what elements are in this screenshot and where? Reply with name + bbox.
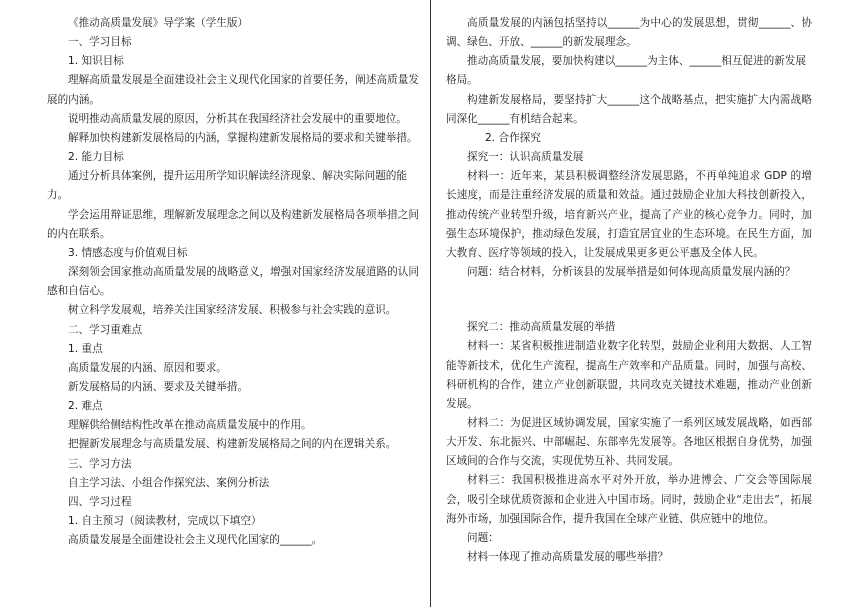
left-paragraph: 自主学习法、小组合作探究法、案例分析法 <box>68 476 270 489</box>
right-paragraph: 构建新发展格局，要坚持扩大______这个战略基点，把实施扩大内需战略同深化______有机结合起来。 <box>446 93 812 125</box>
left-paragraph: 说明推动高质量发展的原因，分析其在我国经济社会发展中的重要地位。 <box>68 112 407 125</box>
left-paragraph: 通过分析具体案例，提升运用所学知识解读经济现象、解决实际问题的能力。 <box>47 170 407 202</box>
right-paragraph: 问题：结合材料，分析该县的发展举措是如何体现高质量发展内涵的？ <box>467 266 796 279</box>
left-paragraph: 学会运用辩证思维，理解新发展理念之间以及构建新发展格局各项举措之间的内在联系。 <box>47 208 419 240</box>
left-paragraph: 2. 能力目标 <box>68 151 124 164</box>
left-paragraph: 理解供给侧结构性改革在推动高质量发展中的作用。 <box>68 419 312 432</box>
left-paragraph: 1. 重点 <box>68 342 103 355</box>
left-paragraph: 高质量发展的内涵、原因和要求。 <box>68 361 227 374</box>
left-paragraph: 1. 自主预习（阅读教材，完成以下填空） <box>68 515 262 528</box>
right-paragraph: 问题： <box>467 531 499 544</box>
right-paragraph: 探究二：推动高质量发展的举措 <box>467 321 616 334</box>
right-column <box>446 14 812 567</box>
left-paragraph: 新发展格局的内涵、要求及关键举措。 <box>68 380 249 393</box>
right-paragraph: 材料二：为促进区域协调发展，国家实施了一系列区域发展战略，如西部大开发、东北振兴、中部崛起、东部率先发展等。各地区根据自身优势，加强区域间的合作与交流，实现优势互补、共同发展。 <box>446 416 812 468</box>
left-paragraph: 1. 知识目标 <box>68 55 124 68</box>
left-paragraph: 二、学习重难点 <box>68 323 143 336</box>
right-paragraph: 材料一：某省积极推进制造业数字化转型，鼓励企业利用大数据、人工智能等新技术，优化生产流程，提高生产效率和产品质量。同时，加强与高校、科研机构的合作，建立产业创新联盟，共同攻克关键技术难题，推动产业创新发展。 <box>446 340 812 410</box>
left-paragraph: 解释加快构建新发展格局的内涵，掌握构建新发展格局的要求和关键举措。 <box>68 131 418 144</box>
right-paragraph: 材料一：近年来，某县积极调整经济发展思路，不再单纯追求 GDP 的增长速度，而是注重经济发展的质量和效益。通过鼓励企业加大科技创新投入，推动传统产业转型升级，培育新兴产业，提高了产业的核心竞争力。同时，加强生态环境保护，推动绿色发展，打造宜居宜业的生态环境。在民生方面，加大教育、医疗等领域的投入，让发展成果更多更公平惠及全体人民。 <box>446 170 812 259</box>
column-divider <box>430 0 431 607</box>
left-paragraph: 把握新发展理念与高质量发展、构建新发展格局之间的内在逻辑关系。 <box>68 438 397 451</box>
right-paragraph: 探究一：认识高质量发展 <box>467 151 584 164</box>
left-paragraph: 高质量发展是全面建设社会主义现代化国家的______。 <box>68 534 323 547</box>
right-paragraph: 材料三：我国积极推进高水平对外开放，举办进博会、广交会等国际展会，吸引全球优质资源和企业进入中国市场。同时，鼓励企业“走出去”，拓展海外市场，加强国际合作，提升我国在全球产业链、供应链中的地位。 <box>446 474 812 525</box>
left-paragraph: 四、学习过程 <box>68 495 132 508</box>
left-paragraph: 深刻领会国家推动高质量发展的战略意义，增强对国家经济发展道路的认同感和自信心。 <box>47 266 419 298</box>
left-paragraph: 3. 情感态度与价值观目标 <box>68 246 188 259</box>
right-paragraph: 推动高质量发展，要加快构建以______为主体、______相互促进的新发展格局。 <box>446 55 806 87</box>
left-column <box>47 14 419 550</box>
right-paragraph <box>446 282 812 318</box>
left-paragraph: 理解高质量发展是全面建设社会主义现代化国家的首要任务，阐述高质量发展的内涵。 <box>47 74 419 106</box>
left-paragraph: 树立科学发展观，培养关注国家经济发展、积极参与社会实践的意识。 <box>68 304 397 317</box>
left-paragraph: 《推动高质量发展》导学案（学生版） <box>68 17 249 29</box>
right-paragraph: 2. 合作探究 <box>485 131 541 144</box>
right-paragraph: 材料一体现了推动高质量发展的哪些举措？ <box>467 551 669 564</box>
left-paragraph: 2. 难点 <box>68 400 103 413</box>
left-paragraph: 三、学习方法 <box>68 457 132 470</box>
right-paragraph: 高质量发展的内涵包括坚持以______为中心的发展思想，贯彻______、协调、绿色、开放、______的新发展理念。 <box>446 17 812 49</box>
left-paragraph: 一、学习目标 <box>68 36 132 49</box>
